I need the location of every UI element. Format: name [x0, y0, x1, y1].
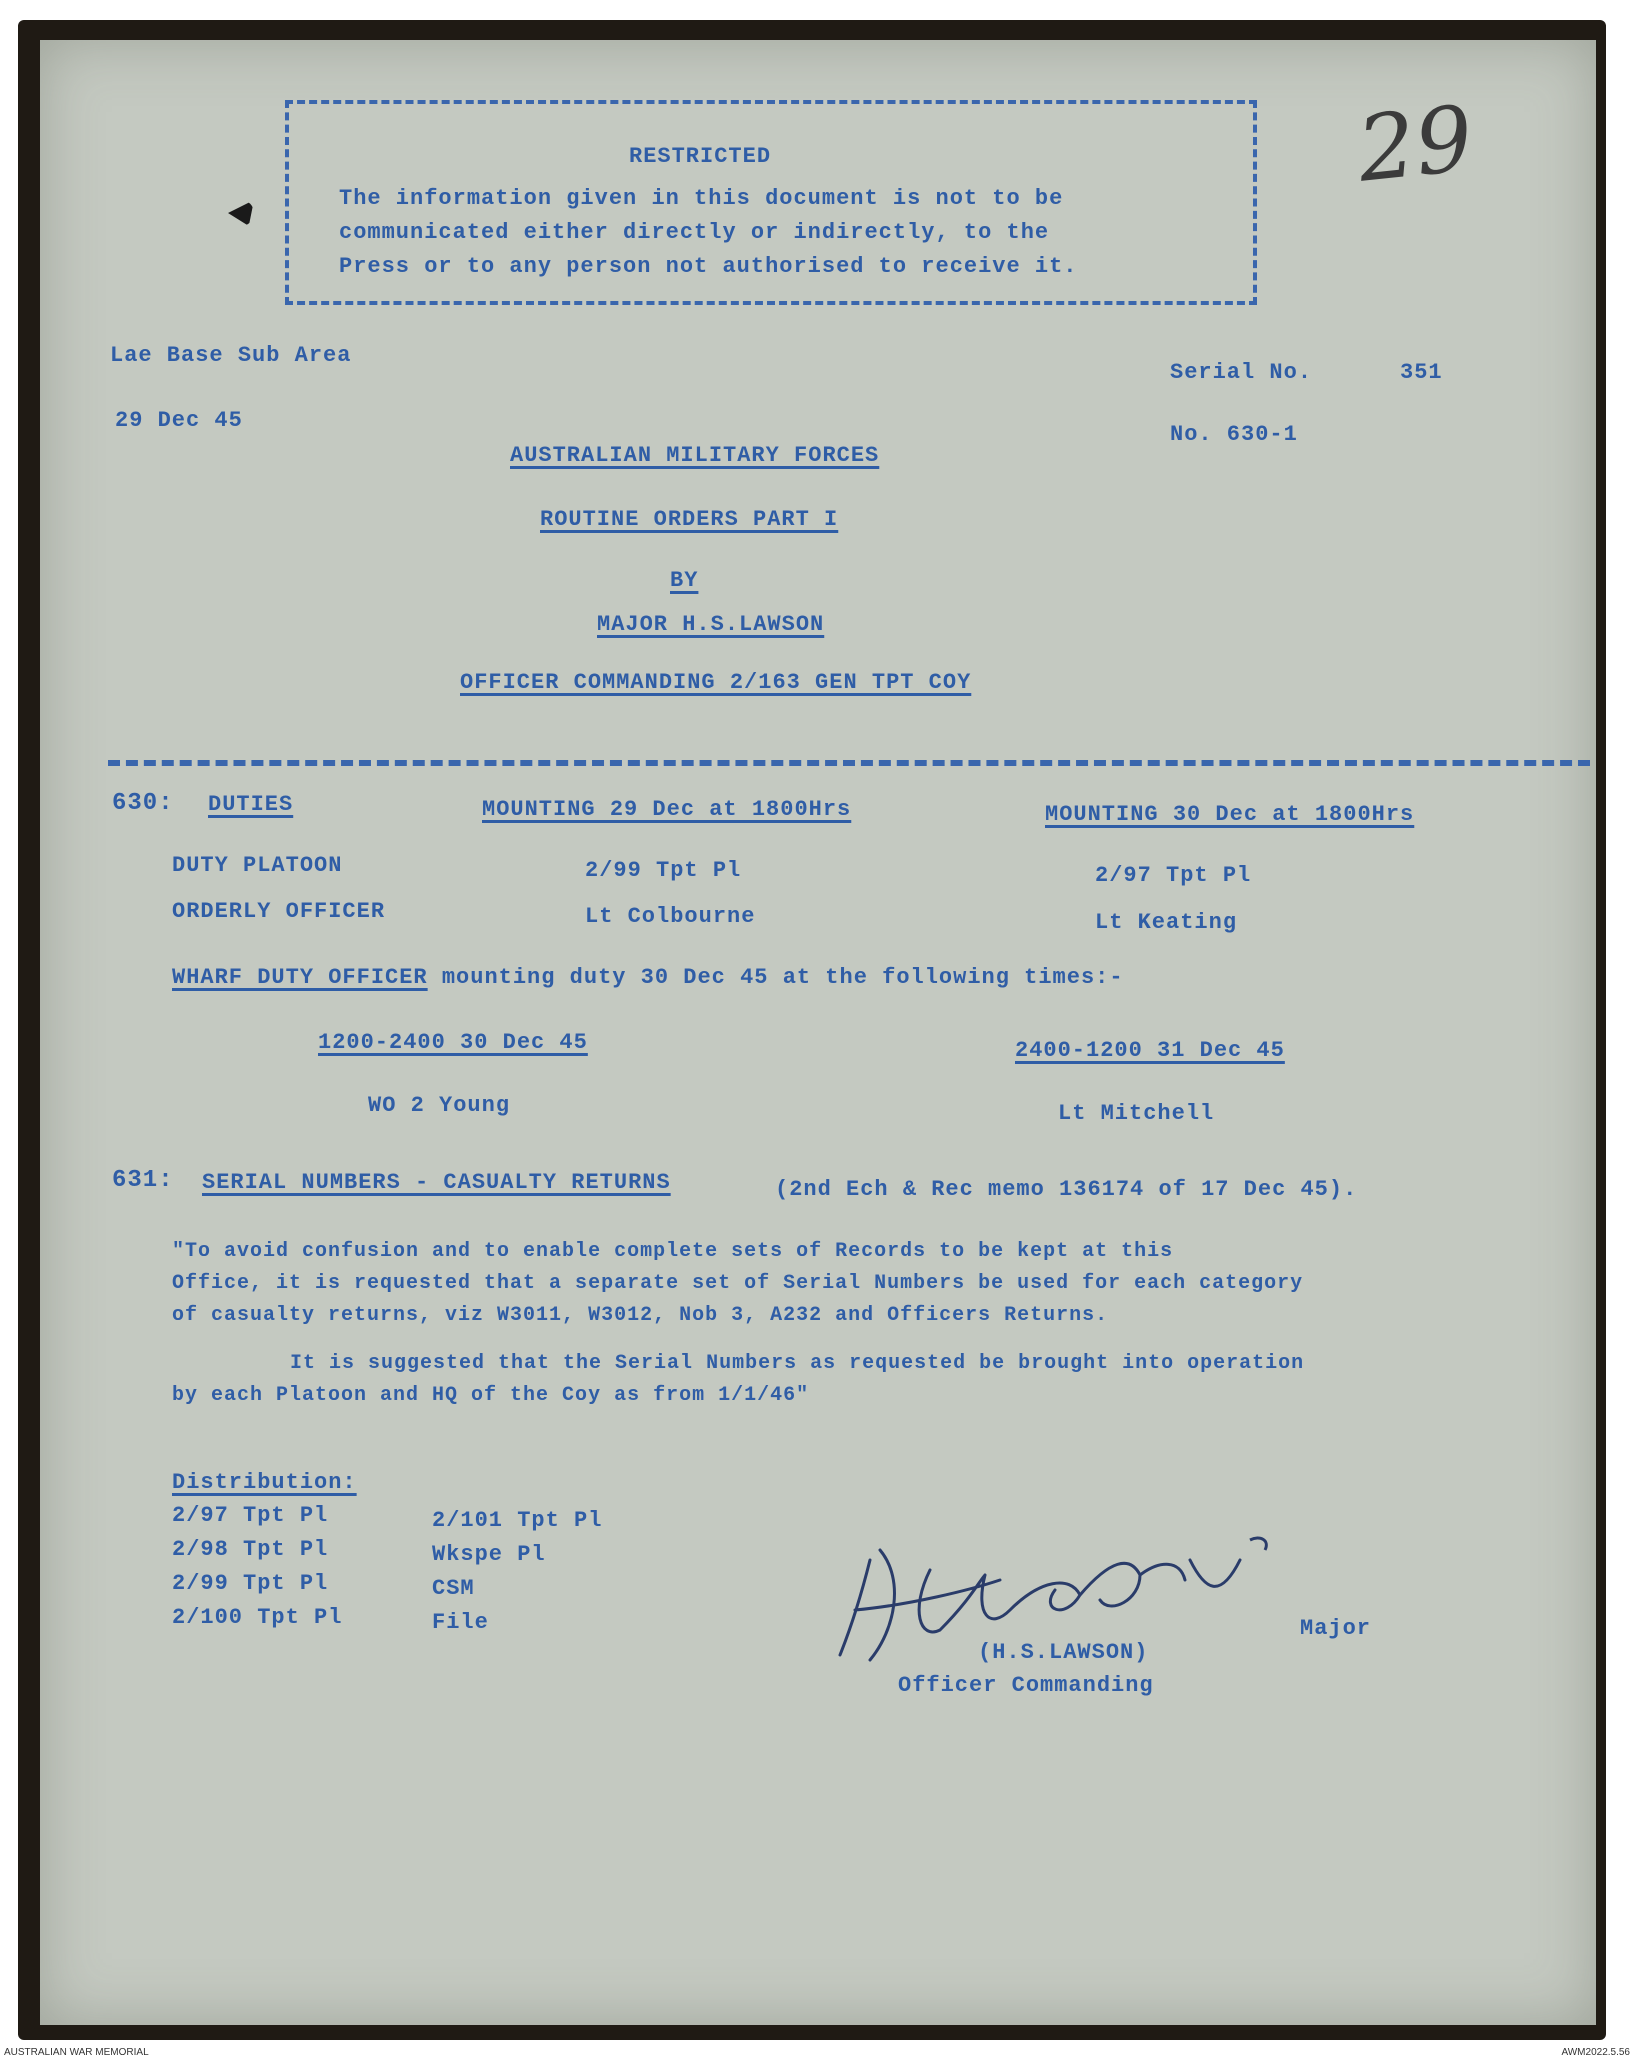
distribution-item: 2/97 Tpt Pl [172, 1503, 329, 1528]
distribution-item: File [432, 1610, 489, 1635]
wharf-time-2: 2400-1200 31 Dec 45 [1015, 1038, 1285, 1063]
signature-name: (H.S.LAWSON) [978, 1640, 1149, 1665]
paragraph-line: by each Platoon and HQ of the Coy as from 1/1/46" [172, 1384, 810, 1407]
serial-label: Serial No. [1170, 360, 1313, 385]
title-by: BY [670, 568, 699, 593]
restricted-title: RESTRICTED [629, 144, 772, 169]
wharf-officer-2: Lt Mitchell [1058, 1101, 1215, 1126]
order-number: No. 630-1 [1170, 422, 1298, 447]
duty-label: DUTY PLATOON [172, 853, 343, 878]
distribution-item: 2/98 Tpt Pl [172, 1537, 329, 1562]
serial-value: 351 [1400, 360, 1443, 385]
distribution-item: 2/99 Tpt Pl [172, 1571, 329, 1596]
restricted-line: Press or to any person not authorised to receive it. [339, 254, 1078, 279]
order-630-heading: DUTIES [208, 792, 294, 817]
paragraph-line: It is suggested that the Serial Numbers as requested be brought into operation [290, 1352, 1305, 1375]
order-630-number: 630: [112, 790, 174, 817]
duty-label: ORDERLY OFFICER [172, 899, 386, 924]
wharf-officer-1: WO 2 Young [368, 1093, 511, 1118]
order-631-reference: (2nd Ech & Rec memo 136174 of 17 Dec 45). [775, 1177, 1358, 1202]
page-number-handwritten: 29 [1352, 86, 1478, 203]
wharf-time-1: 1200-2400 30 Dec 45 [318, 1030, 588, 1055]
title-major: MAJOR H.S.LAWSON [597, 612, 825, 637]
restricted-line: communicated either directly or indirectly, to the [339, 220, 1050, 245]
mounting-col1: MOUNTING 29 Dec at 1800Hrs [482, 797, 852, 822]
signature-title: Officer Commanding [898, 1673, 1154, 1698]
distribution-item: Wkspe Pl [432, 1542, 546, 1567]
restricted-notice [285, 100, 1257, 305]
duty-value-2: 2/97 Tpt Pl [1095, 863, 1252, 888]
paragraph-line: of casualty returns, viz W3011, W3012, Nob 3, A232 and Officers Returns. [172, 1304, 1109, 1327]
duty-value-1: Lt Colbourne [585, 904, 756, 929]
footer-accession: AWM2022.5.56 [1561, 2047, 1630, 2058]
title-officer-commanding: OFFICER COMMANDING 2/163 GEN TPT COY [460, 670, 972, 695]
signature-rank: Major [1300, 1616, 1372, 1641]
order-date: 29 Dec 45 [115, 408, 243, 433]
distribution-item: 2/100 Tpt Pl [172, 1605, 343, 1630]
order-631-heading: SERIAL NUMBERS - CASUALTY RETURNS [202, 1170, 671, 1195]
distribution-item: CSM [432, 1576, 475, 1601]
wharf-duty-text: mounting duty 30 Dec 45 at the following times:- [441, 965, 1124, 990]
wharf-duty-label: WHARF DUTY OFFICER [172, 965, 428, 990]
distribution-item: 2/101 Tpt Pl [432, 1508, 603, 1533]
mounting-col2: MOUNTING 30 Dec at 1800Hrs [1045, 802, 1415, 827]
footer-source: AUSTRALIAN WAR MEMORIAL [4, 2047, 149, 2058]
duty-value-1: 2/99 Tpt Pl [585, 858, 742, 883]
document-page [40, 40, 1596, 2025]
distribution-label: Distribution: [172, 1470, 357, 1495]
paragraph-line: Office, it is requested that a separate set of Serial Numbers be used for each category [172, 1272, 1304, 1295]
title-forces: AUSTRALIAN MILITARY FORCES [510, 443, 880, 468]
section-divider [108, 760, 1590, 766]
paragraph-line: "To avoid confusion and to enable complete sets of Records to be kept at this [172, 1240, 1174, 1263]
unit-name: Lae Base Sub Area [110, 343, 352, 368]
title-routine-orders: ROUTINE ORDERS PART I [540, 507, 839, 532]
order-631-number: 631: [112, 1167, 174, 1194]
restricted-line: The information given in this document is not to be [339, 186, 1064, 211]
duty-value-2: Lt Keating [1095, 910, 1238, 935]
